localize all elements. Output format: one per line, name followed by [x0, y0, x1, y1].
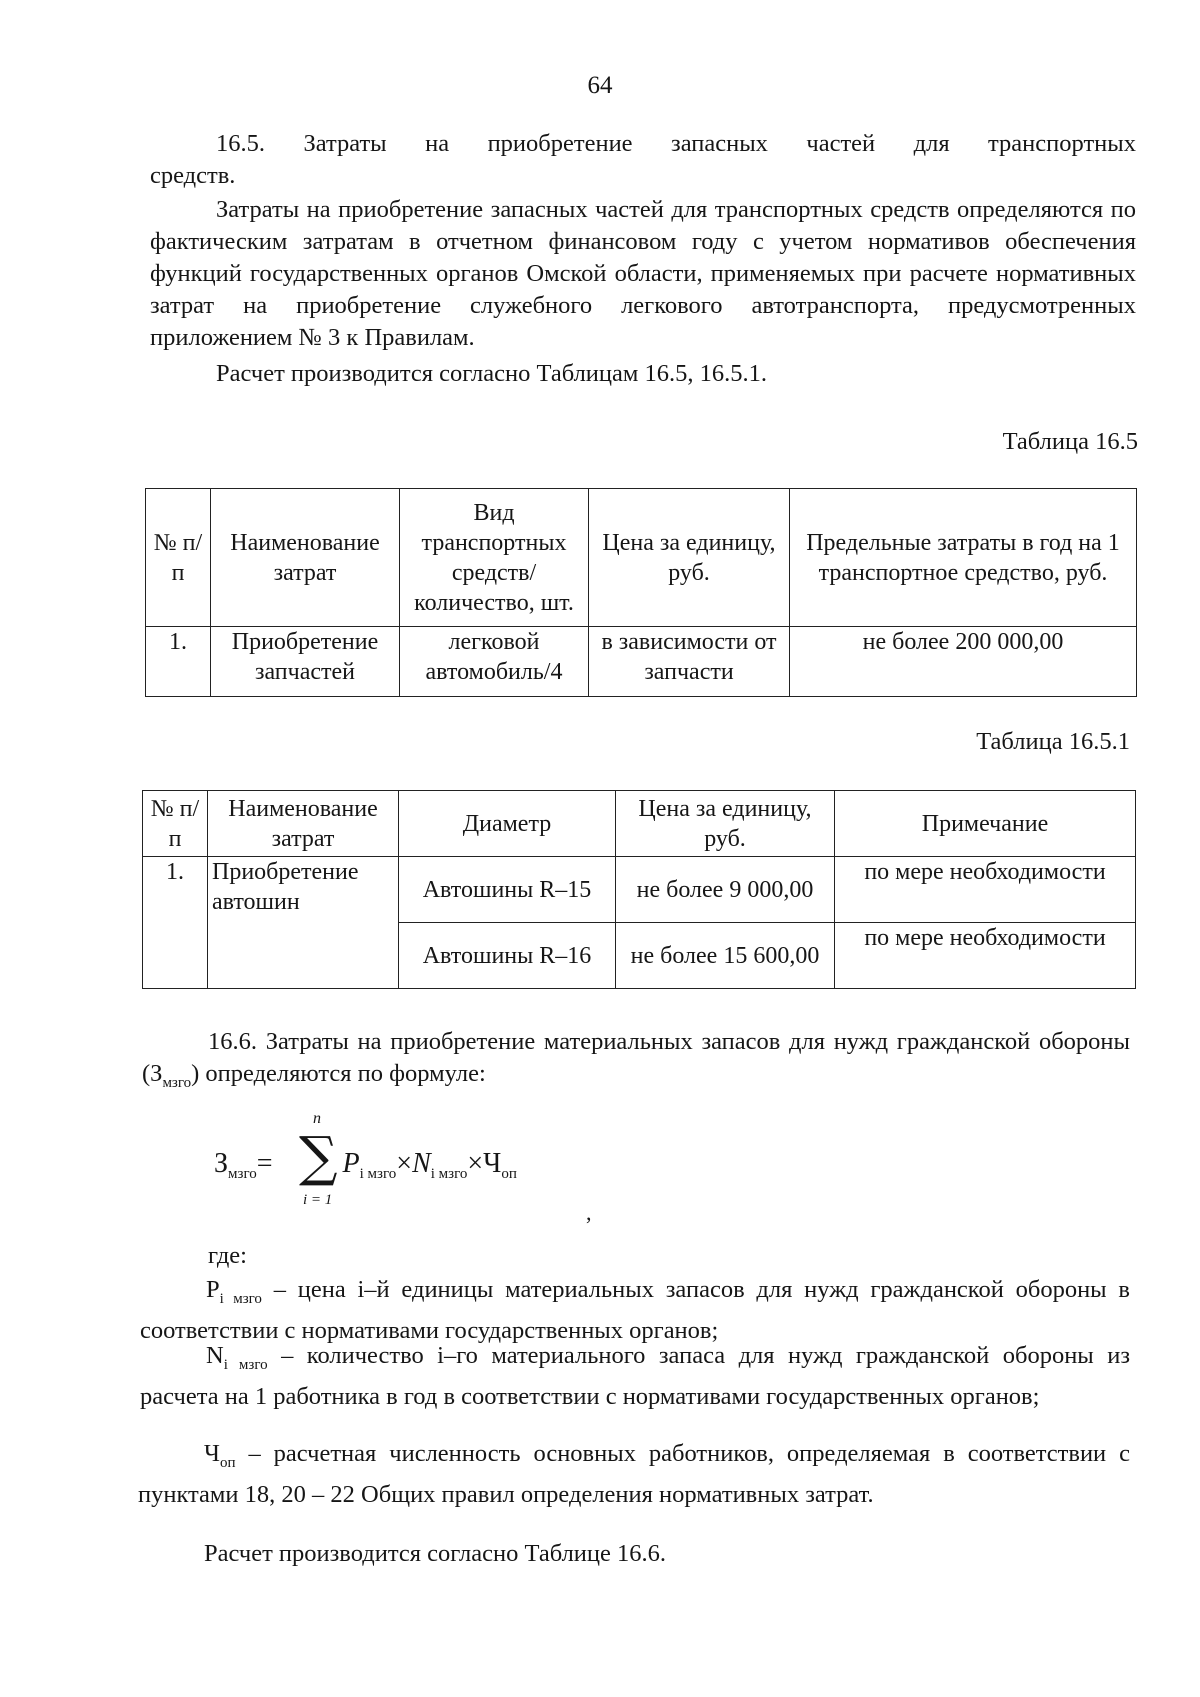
intro-text-part2: ) определяются по формуле: [191, 1060, 486, 1087]
cell-note: по мере необходимости [835, 923, 1136, 989]
formula-p-sub: i мзго [359, 1166, 397, 1182]
intro-text-part1: 16.6. Затраты на приобретение материальных запасов для нужд гражданской обороны (З [142, 1028, 1130, 1087]
def-ch-symbol: $Ч_{оп}$ [204, 1440, 236, 1471]
table-header-row [146, 489, 1137, 627]
cell-diameter: Автошины R–15 [399, 857, 616, 923]
formula-p: P [342, 1148, 360, 1179]
header-num: № п/п [146, 489, 211, 627]
formula-equals: = [256, 1148, 273, 1179]
header-name: Наименование затрат [211, 489, 400, 627]
where-label: где: [208, 1242, 247, 1269]
cell-price: не более 9 000,00 [616, 857, 835, 923]
formula-ch: Ч [483, 1148, 502, 1179]
def-n-text: – количество i–го материального запаса для нужд гражданской обороны из расчета на 1 работника в год в соответствии с нормативами государственных органов; [140, 1342, 1130, 1410]
cell-limit: не более 200 000,00 [790, 627, 1137, 697]
def-ch-text: – расчетная численность основных работников, определяемая в соответствии с пунктами 18, 20 – 22 Общих правил определения нормативных затрат. [138, 1440, 1130, 1508]
section-16-5-body: Затраты на приобретение запасных частей для транспортных средств определяются по фактическим затратам в отчетном финансовом году с учетом нормативов обеспечения функций государственных органов Омской области, применяемых при расчете нормативных затрат на приобретение служебного легкового автотранспорта, предусмотренных приложением № 3 к Правилам. [150, 196, 1136, 351]
page-number: 64 [587, 72, 613, 99]
formula-n: N [412, 1148, 431, 1179]
table-16-5-1-caption: Таблица 16.5.1 [976, 728, 1130, 755]
def-p-symbol: $P_{i мзго}$ [206, 1276, 262, 1307]
formula-n-sub: i мзго [430, 1166, 468, 1182]
header-limit: Предельные затраты в год на 1 транспортное средство, руб. [790, 489, 1137, 627]
formula-times-2: × [467, 1148, 484, 1179]
table-row [143, 857, 1136, 923]
formula-lhs: З [214, 1148, 229, 1179]
table-16-5 [145, 488, 1137, 697]
section-16-5-heading-line1: 16.5. Затраты на приобретение запасных частей для транспортных [216, 130, 1136, 157]
cell-note: по мере необходимости [835, 857, 1136, 923]
cell-price: не более 15 600,00 [616, 923, 835, 989]
formula-ch-sub: оп [501, 1166, 517, 1182]
cell-name: Приобретение запчастей [211, 627, 400, 697]
definition-ch [138, 1438, 1130, 1511]
table-header-row [143, 791, 1136, 857]
cell-name: Приобретение автошин [208, 857, 399, 989]
def-p-text: – цена i–й единицы материальных запасов для нужд гражданской обороны в соответствии с нормативами государственных органов; [140, 1276, 1130, 1344]
cell-vehicle: легковой автомобиль/4 [400, 627, 589, 697]
cell-diameter: Автошины R–16 [399, 923, 616, 989]
header-vehicle: Вид транспортных средств/ количество, шт. [400, 489, 589, 627]
definition-n [140, 1340, 1130, 1413]
table-16-5-caption: Таблица 16.5 [1002, 428, 1138, 455]
section-16-5-heading-line2: средств. [150, 162, 236, 189]
cell-num: 1. [143, 857, 208, 989]
table-16-5-1 [142, 790, 1136, 989]
formula-main [214, 1148, 517, 1183]
definition-p [140, 1274, 1130, 1347]
section-16-6-intro [142, 1026, 1130, 1099]
sigma-lower-limit: i = 1 [303, 1192, 333, 1208]
header-price: Цена за единицу, руб. [589, 489, 790, 627]
section-16-5-calc-note: Расчет производится согласно Таблицам 16.5, 16.5.1. [216, 360, 768, 387]
header-name: Наименование затрат [208, 791, 399, 857]
intro-sub: мзго [162, 1074, 192, 1091]
header-num: № п/п [143, 791, 208, 857]
def-n-symbol: $N_{i мзго}$ [206, 1342, 268, 1373]
table-row [146, 627, 1137, 697]
section-16-5-heading [150, 128, 1136, 192]
section-16-6-calc-note: Расчет производится согласно Таблице 16.6. [204, 1540, 667, 1567]
formula-times-1: × [396, 1148, 413, 1179]
sigma-upper-limit: n [313, 1110, 321, 1127]
header-price: Цена за единицу, руб. [616, 791, 835, 857]
formula-trailing-comma: , [586, 1200, 592, 1225]
cell-num: 1. [146, 627, 211, 697]
header-diameter: Диаметр [399, 791, 616, 857]
cell-price: в зависимости от запчасти [589, 627, 790, 697]
formula-lhs-sub: мзго [228, 1166, 257, 1182]
header-note: Примечание [835, 791, 1136, 857]
sigma-symbol: ∑ [299, 1125, 338, 1188]
